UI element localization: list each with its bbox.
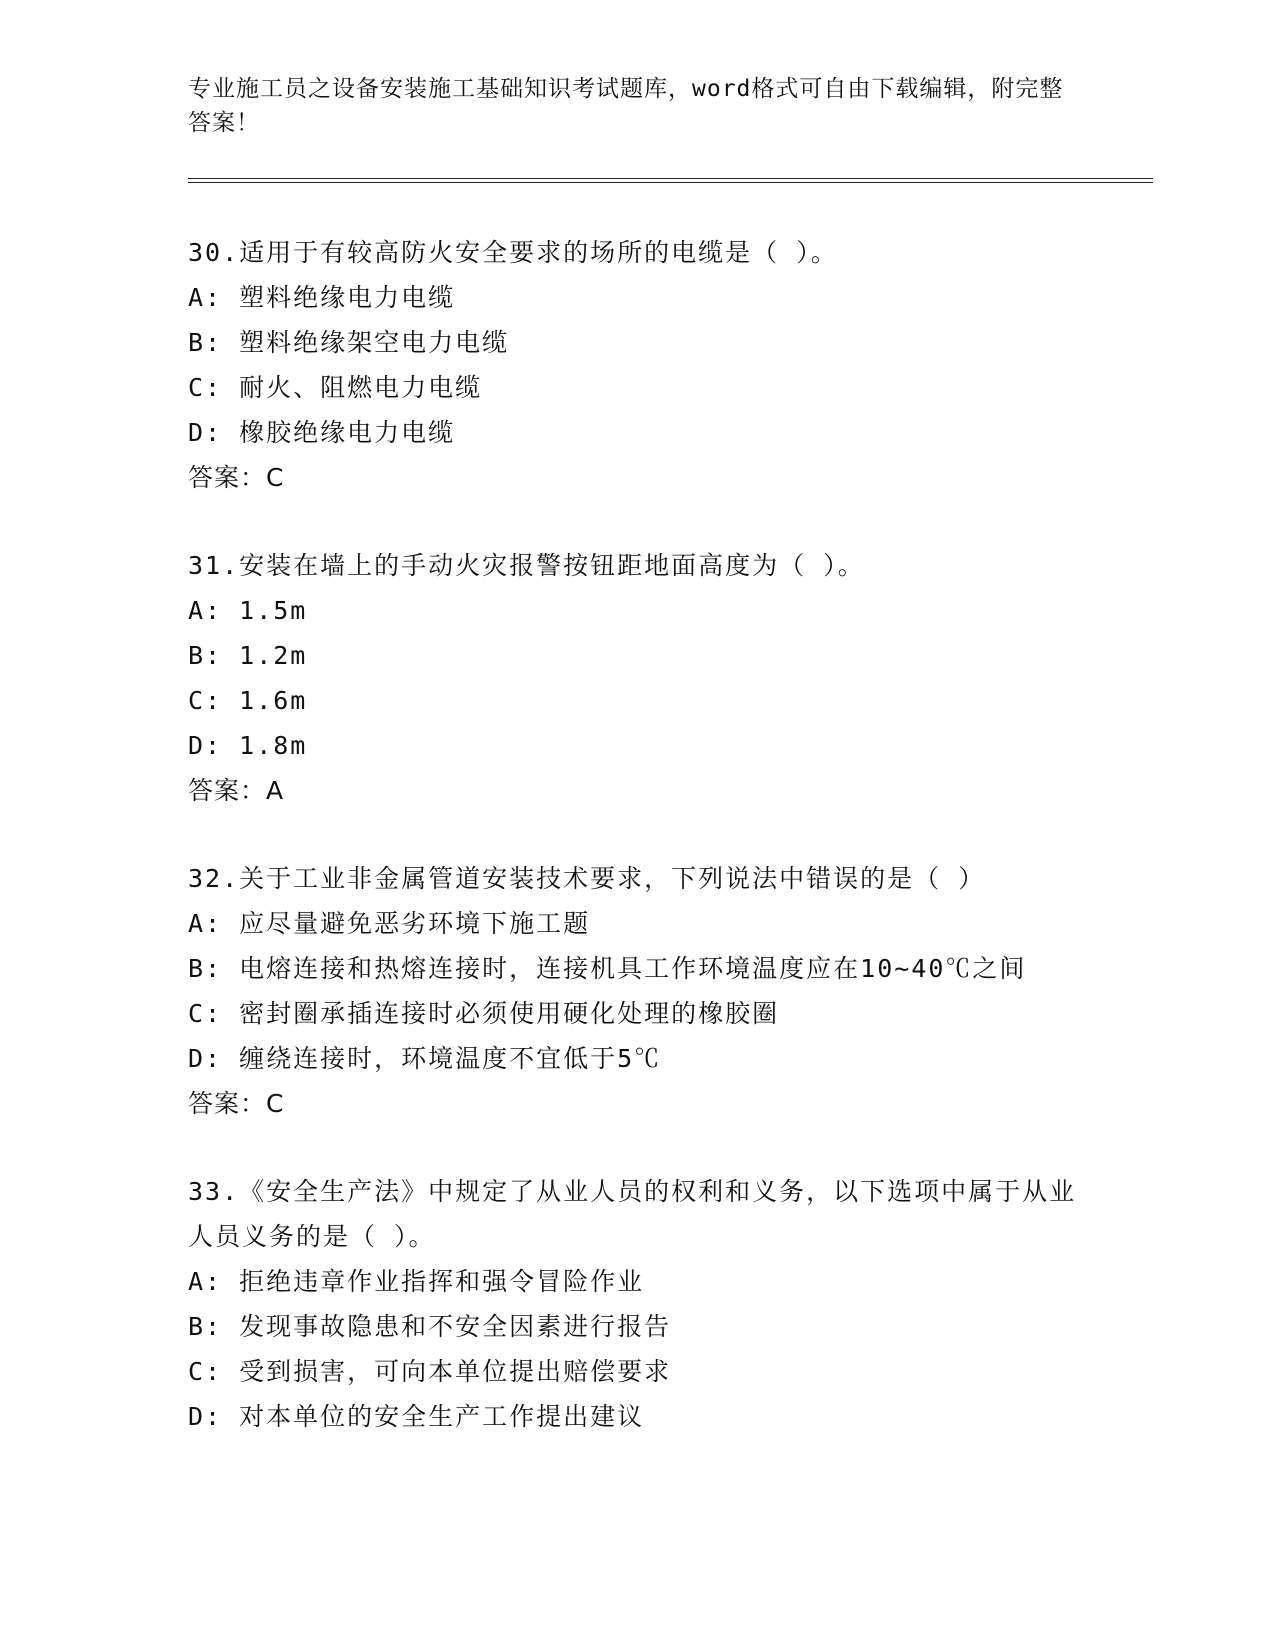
answer-line: 答案：A: [188, 776, 285, 805]
option-b: B: 发现事故隐患和不安全因素进行报告: [188, 1312, 672, 1341]
option-a: A: 应尽量避免恶劣环境下施工题: [188, 909, 591, 938]
question-stem: 31.安装在墙上的手动火灾报警按钮距地面高度为（ ）。: [188, 551, 865, 580]
question-31: [188, 543, 1088, 813]
option-a: A: 塑料绝缘电力电缆: [188, 283, 456, 312]
question-32: [188, 856, 1088, 1126]
option-c: C: 密封圈承插连接时必须使用硬化处理的橡胶圈: [188, 999, 780, 1028]
question-30: [188, 230, 1088, 500]
option-d: D: 对本单位的安全生产工作提出建议: [188, 1402, 645, 1431]
option-c: C: 1.6m: [188, 686, 308, 715]
question-stem: 33.《安全生产法》中规定了从业人员的权利和义务，以下选项中属于从业人员义务的是（ ）。: [188, 1177, 1077, 1251]
question-list: [188, 230, 1088, 1482]
option-c: C: 耐火、阻燃电力电缆: [188, 373, 483, 402]
header-divider-bottom: [188, 182, 1153, 183]
document-intro: 专业施工员之设备安装施工基础知识考试题库，word格式可自由下载编辑，附完整答案！: [188, 76, 1064, 136]
option-b: B: 电熔连接和热熔连接时，连接机具工作环境温度应在10~40℃之间: [188, 954, 1027, 983]
answer-line: 答案：C: [188, 1089, 285, 1118]
option-d: D: 橡胶绝缘电力电缆: [188, 418, 456, 447]
option-a: A: 拒绝违章作业指挥和强令冒险作业: [188, 1267, 645, 1296]
option-b: B: 塑料绝缘架空电力电缆: [188, 328, 510, 357]
answer-line: 答案：C: [188, 463, 285, 492]
header-divider-top: [188, 178, 1153, 179]
question-33: [188, 1169, 1088, 1439]
option-b: B: 1.2m: [188, 641, 308, 670]
option-d: D: 缠绕连接时，环境温度不宜低于5℃: [188, 1044, 662, 1073]
option-a: A: 1.5m: [188, 596, 308, 625]
option-d: D: 1.8m: [188, 731, 308, 760]
option-c: C: 受到损害，可向本单位提出赔偿要求: [188, 1357, 672, 1386]
question-stem: 32.关于工业非金属管道安装技术要求，下列说法中错误的是（ ）: [188, 864, 986, 893]
question-stem: 30.适用于有较高防火安全要求的场所的电缆是（ ）。: [188, 238, 838, 267]
